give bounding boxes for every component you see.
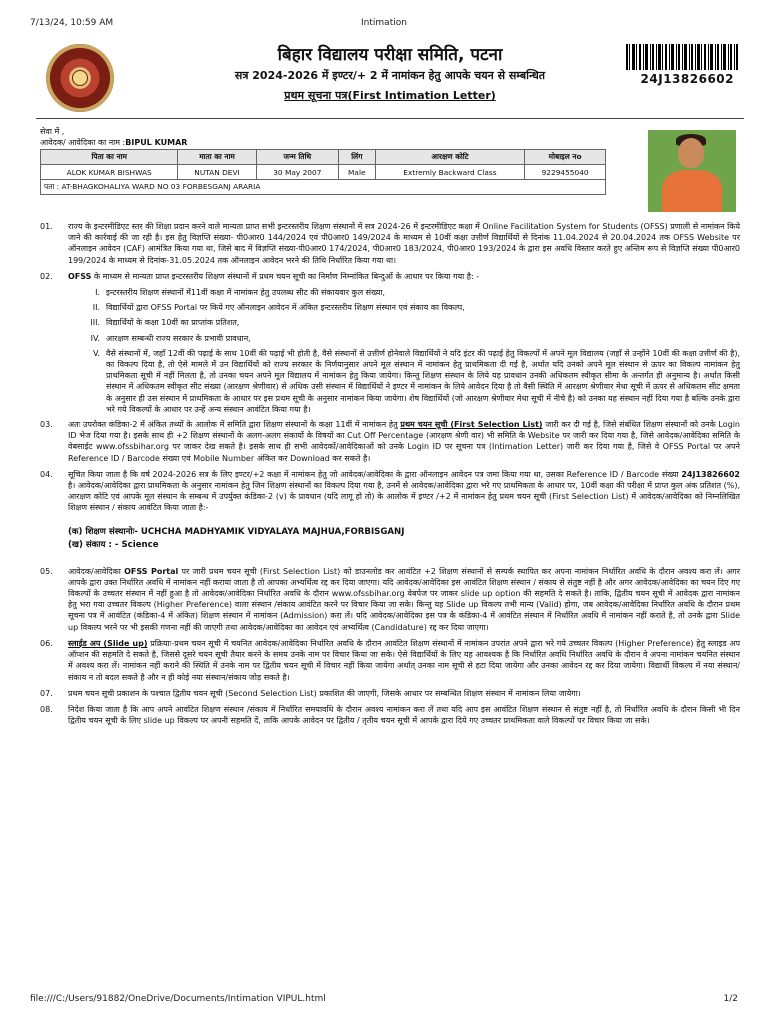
- print-datetime: 7/13/24, 10:59 AM: [30, 18, 114, 28]
- para-03: [40, 419, 740, 464]
- allotment-block: [68, 526, 740, 552]
- para-05: [40, 566, 740, 633]
- para-01: [40, 221, 740, 266]
- para-number: 06.: [40, 638, 53, 648]
- applicant-name-label: आवेदक/ आवेदिका का नाम :: [40, 138, 126, 147]
- th-father: पिता का नाम: [41, 150, 178, 165]
- para-text: आवेदक/आवेदिका OFSS Portal पर जारी प्रथम चयन सूची (First Selection List) को डाउनलोड कर आवंटित +2 शिक्षण संस्थानों से सम्पर्क स्थापित कर अपना नामांकन निर्धारित अवधि के दौरान अवश्य करा लें। अगर आपके द्वारा उक्त निर्धारित अवधि में नामांकन नहीं कराया जाता है तो आपका अभ्यर्थित्व रद्द कर दिया जाएगा। यदि आवेदक/आवेदिका इस आवंटित शिक्षण संस्थान / संकाय से संतुष्ट नहीं है और अगर आवेदक/आवेदिका का चयन दिए गए विकल्पों के उच्चतर संस्थान में नहीं हुआ है तो आवेदक/आवेदिका निर्धारित अवधि के दौरान www.ofssbihar.org वेबपेज पर जाकर slide up option की सहमति दे सकते है। ताकि, द्वितीय चयन सूची में आवेदक द्वारा नामांकन हेतु भरा गया उच्चतर विकल्प (Higher Preference) वाला संस्थान /संकाय आवंटित करने पर विचार किया जा सके। किन्तु यह Slide up विकल्प तभी मान्य (Valid) होगा, जब आवेदक/आवेदिका निर्धारित अवधि के दौरान प्रथम सूचना पत्र में आवंटित (कंडिका-4 में अंकित) शिक्षण संस्थान में नामांकन (Admission) करा लें। यदि आवेदक/आवेदिका इस पत्र के कंडिका-4 में आवंटित संस्थान में निर्धारित अवधि में नामांकन नहीं कराते है, तो उनके द्वारा Slide up विकल्प भरने पर भी इसकी गणना नहीं की जाएगी तथा आवेदक/आवेदिका का आवेदन एवं अभ्यर्थित्व (Candidature) रद्द कर दिया जाएगा।: [68, 566, 740, 632]
- para-02-item-2: II. विद्यार्थियों द्वारा OFSS Portal पर किये गए ऑनलाइन आवेदन में अंकित इन्टरस्तरीय शिक्षण संस्थान एवं संकाय का विकल्प,: [92, 303, 465, 313]
- address-row: [41, 180, 606, 195]
- barcode-icon: [626, 44, 738, 70]
- para-text: अतः उपरोक्त कंडिका-2 में अंकित तथ्यों के आलोक में समिति द्वारा शिक्षण संस्थानों के कक्षा 11वीं में नामांकन हेतु प्रथम चयन सूची (First Selection List) जारी कर दी गई है, जिसे संबंधित शिक्षण संस्थानों को उनके Login ID भेज दिया गया है। इसके साथ ही +2 शिक्षण संस्थानों के अलग-अलग संकायों के विषयों का Cut Off Percentage (आरक्षण श्रेणी वार) भी समिति के Website पर जारी कर दिया गया है, जिसे आवेदक/आवेदिका समिति के वेबसाईट www.ofssbihar.org पर जाकर देख सकते है। इसके साथ ही सभी आवेदकों/आवेदिकाओं को उनके Login ID पर सूचना पत्र (Intimation Letter) जारी कर दिया गया है, जिसे वे OFSS Portal पर अपने Reference ID / Barcode संख्या एवं Mobile Number अंकित कर Download कर सकते है।: [68, 420, 741, 463]
- session-line: सत्र 2024-2026 में इण्टर/+ 2 में नामांकन हेतु आपके चयन से सम्बन्धित: [234, 69, 546, 82]
- para-07: [40, 688, 740, 699]
- print-header: [30, 18, 738, 32]
- para-04: [40, 469, 740, 514]
- mobile-number: 9229455040: [525, 165, 606, 180]
- para-text: सूचित किया जाता है कि वर्ष 2024-2026 सत्र के लिए इण्टर/+2 कक्षा में नामांकन हेतु जो आवेदक/आवेदिका के द्वारा ऑनलाइन आवेदन पत्र जमा किया गया था, उसका Reference ID / Barcode संख्या 24J13826602 है। आवेदक/आवेदिका द्वारा प्राथमिकता के अनुसार नामांकन हेतु जिन शिक्षण संस्थानों का विकल्प दिया गया है, उनमें से आवेदक/आवेदिका द्वारा भरे गए प्राथमिकता के आधार पर, 10वीं कक्षा की परीक्षा में प्राप्त कुल अंक प्रतिशत (%), आरक्षण कोटि एवं आपके मूल संस्थान के सम्बन्ध में उपर्युक्त कंडिका-2 (v) के प्रावधान (यदि लागू हो तो) के आलोक में इण्टर /+2 में नामांकन हेतु प्रथम चयन सूची (First Selection List) में आवेदक/आवेदिका को निम्नलिखित शिक्षण संस्थान / संकाय आवंटित किया जाता है:-: [68, 469, 740, 513]
- reference-id: 24J13826602: [640, 72, 734, 86]
- print-footer: [30, 994, 738, 1008]
- para-08: [40, 704, 740, 726]
- date-of-birth: 30 May 2007: [256, 165, 338, 180]
- letterhead: [40, 40, 740, 118]
- applicant-photo: [648, 130, 736, 212]
- header-divider: [36, 118, 744, 119]
- page-number: 1/2: [723, 994, 738, 1004]
- father-name: ALOK KUMAR BISHWAS: [41, 165, 178, 180]
- para-text: स्लाईड अप (Slide up) प्रक्रियाः-प्रथम चयन सूची में चयनित आवेदक/आवेदिका निर्धारित अवधि के दौरान आवंटित शिक्षण संस्थानों में नामांकन उपरांत अपने द्वारा भरे गये उच्चतर विकल्प (Higher Preference) हेतु स्लाइड अप ऑप्शन की सहमति दे सकते है, जिससे दूसरे चयन सूची तैयार करने के समय उनके नाम पर विचार किया जा सके। ऐसे विद्यार्थियों के लिए यह आवश्यक है कि निर्धारित अवधि निर्धारित अवधि के दौरान वे अपना नामांकन चयनित संस्थान में अवश्य करा लें। नामांकन नहीं कराने की स्थिति में उनके नाम पर द्वितीय चयन सूची में विचार नहीं किया जायेगा अर्थात् उनका नाम सूची से हटा दिया जायेगा और उनका आवेदन रद्द कर दिया जायेगा। विद्यार्थी विकल्प में नया संस्थान/ संकाय न तो बदल सकते है और न ही कोई नया संस्थान/संकाय जोड़ सकते है।: [68, 638, 740, 682]
- letter-title-english: (First Intimation Letter): [347, 89, 496, 102]
- th-mobile: मोबाइल नo: [525, 150, 606, 165]
- address: पता : AT-BHAGKOHALIYA WARD NO 03 FORBESGANJ ARARIA: [41, 180, 606, 195]
- print-title: Intimation: [361, 18, 407, 28]
- para-02-item-5: V. वैसे संस्थानों में, जहाँ 12वीं की पढ़ाई के साथ 10वीं की पढ़ाई भी होती है, वैसे संस्थानों से उत्तीर्ण होनेवाले विद्यार्थियों ने यदि इंटर की पढ़ाई हेतु विकल्पों में अपने मूल विद्यालय (जहाँ से उन्होंने 10वीं की कक्षा उत्तीर्ण की है), का विकल्प दिया है, तो ऐसे मामले में उन विद्यार्थियों को राज्य सरकार के निर्णयानुसार अपने मूल संस्थान में नामांकन हेतु प्राथमिकता दी गई है, अर्थात यदि उनको अपने मूल संस्थान से ऊपर का विकल्प नामांकन हेतु प्राथमिकता सूची में नहीं मिलता है, तो उनका चयन अपने मूल विद्यालय में नामांकन हेतु किया जायेगा। किन्तु शिक्षण संस्थान के लिये यह प्रावधान उनकी अधिकतम स्वीकृत सीमा के अन्तर्गत ही अनुमान्य है। अर्थात किसी संस्थान में अधिकतम स्वीकृत सीट संख्या (आरक्षण श्रेणीवार) से अधिक उसी संस्थान में विद्यार्थियों ने इण्टर में नामांकन के लिये आवेदन दिया है तो वैसी स्थिति में आरक्षण श्रेणीवार मेधा सूची में ऊपर से अधिकतम सीट क्षमता के अनुसार ही उस संस्थान में प्राथमिकता के आधार पर इस प्रथम सूची के अनुसार नामांकन किया जायेगा। शेष विद्यार्थियों (जो आरक्षण श्रेणीवार मेधा सूची में नीचे है) को उनका यह संस्थान नहीं दिया गया है बल्कि उनके द्वारा भरे गये विकल्पों के आधार पर उन्हें अन्य संस्थान आवंटित किया गया है।: [93, 348, 740, 414]
- para-number: 04.: [40, 469, 53, 479]
- salutation: सेवा में ,: [40, 127, 65, 136]
- mother-name: NUTAN DEVI: [178, 165, 256, 180]
- addressee-block: [40, 126, 740, 148]
- table-row: [41, 165, 606, 180]
- gender: Male: [339, 165, 376, 180]
- th-dob: जन्म तिथि: [256, 150, 338, 165]
- para-number: 01.: [40, 222, 53, 231]
- allotted-school: (क) शिक्षण संस्थानोः- UCHCHA MADHYAMIK VIDYALAYA MAJHUA,FORBISGANJ: [68, 526, 405, 537]
- para-text: राज्य के इन्टरमीडिएट स्तर की शिक्षा प्रदान करने वाले मान्यता प्राप्त सभी इन्टरस्तरीय शिक्षण संस्थानों में सत्र 2024-26 में इन्टरमीडिएट कक्षा में Online Facilitation System for Students (OFSS) प्रणाली से नामांकन किये जाने की कार्रवाई की जा रही है। इस हेतु विज्ञप्ति संख्या- पी0आर0 144/2024 एवं पी0आर0 149/2024 के माध्यम से 10वीं कक्षा उत्तीर्ण विद्यार्थियों से दिनांक 11.04.2024 से 20.04.2024 तक OFSS Website पर ऑनलाइन आवेदन (CAF) आमंत्रित किया गया था, जिसे बाद में विज्ञप्ति संख्या-पी0आर0 174/2024, पी0आर0 183/2024, पी0आर0 193/2024 के द्वारा इस अवधि विस्तार करते हुए अन्तिम रूप से विज्ञप्ति संख्या पी0आर0 199/2024 के माध्यम से दिनांक-31.05.2024 तक ऑनलाइन आवेदन भरने की तिथि निर्धारित किया गया था।: [68, 222, 740, 265]
- intimation-letter: [40, 40, 740, 731]
- reservation-category: Extremly Backward Class: [375, 165, 525, 180]
- para-text: प्रथम चयन सूची प्रकाशन के पश्चात द्वितीय चयन सूची (Second Selection List) प्रकाशित की जाएगी, जिसके आधार पर सम्बन्धित शिक्षण संस्थान में नामांकन लिया जायेगा।: [68, 688, 581, 698]
- allotted-faculty: (ख) संकाय : - Science: [68, 539, 159, 550]
- para-number: 02.: [40, 271, 53, 281]
- th-category: आरक्षण कोटि: [375, 150, 525, 165]
- para-06: [40, 638, 740, 683]
- applicant-name-line: [40, 137, 740, 148]
- letter-body: [40, 221, 740, 726]
- para-text: OFSS के माध्यम से मान्यता प्राप्त इन्टरस्तरीय शिक्षण संस्थानों में प्रथम चयन सूची का निर्माण निम्नांकित बिन्दुओं के आधार पर किया गया है: -: [68, 271, 480, 281]
- para-02: [40, 271, 740, 282]
- letter-title: [40, 88, 740, 103]
- para-number: 08.: [40, 704, 53, 714]
- table-header-row: [41, 150, 606, 165]
- para-02-item-1: I. इन्टरस्तरीय शिक्षण संस्थानों में11वीं कक्षा में नामांकन हेतु उपलब्ध सीट की संकायवार कुल संख्या,: [95, 288, 386, 298]
- org-name: बिहार विद्यालय परीक्षा समिति, पटना: [277, 45, 503, 65]
- para-02-item-3: III. विद्यार्थियों के कक्षा 10वीं का प्राप्तांक प्रतिशत,: [90, 318, 240, 328]
- para-02-item-4: IV. आरक्षण सम्बन्धी राज्य सरकार के प्रभावी प्रावधान,: [90, 333, 251, 343]
- para-text: निदेश किया जाता है कि आप अपने आवंटित शिक्षण संस्थान /संकाय में निर्धारित समयावधि के दौरान अवश्य नामांकन करा लें तथा यदि आप इस आवंटित शिक्षण संस्थान से संतुष्ट नहीं है, तो निर्धारित अवधि के दौरान किसी भी दिन द्वितीय चयन सूची के लिए slide up विकल्प पर अपनी सहमति दें, ताकि आपके आवेदन पर द्वितीय / तृतीय चयन सूची में आपके द्वारा दिये गए उच्चतर प्राथमिकता वाले विकल्पों पर विचार किया जा सके।: [68, 704, 740, 726]
- para-number: 07.: [40, 688, 53, 698]
- file-path: file:///C:/Users/91882/OneDrive/Documents/Intimation VIPUL.html: [30, 994, 326, 1004]
- para-number: 05.: [40, 566, 53, 576]
- applicant-details-table: [40, 149, 606, 195]
- th-gender: लिंग: [339, 150, 376, 165]
- th-mother: माता का नाम: [178, 150, 256, 165]
- para-number: 03.: [40, 420, 53, 430]
- applicant-name: BIPUL KUMAR: [125, 138, 188, 147]
- letter-title-hindi: प्रथम सूचना पत्र: [284, 89, 348, 102]
